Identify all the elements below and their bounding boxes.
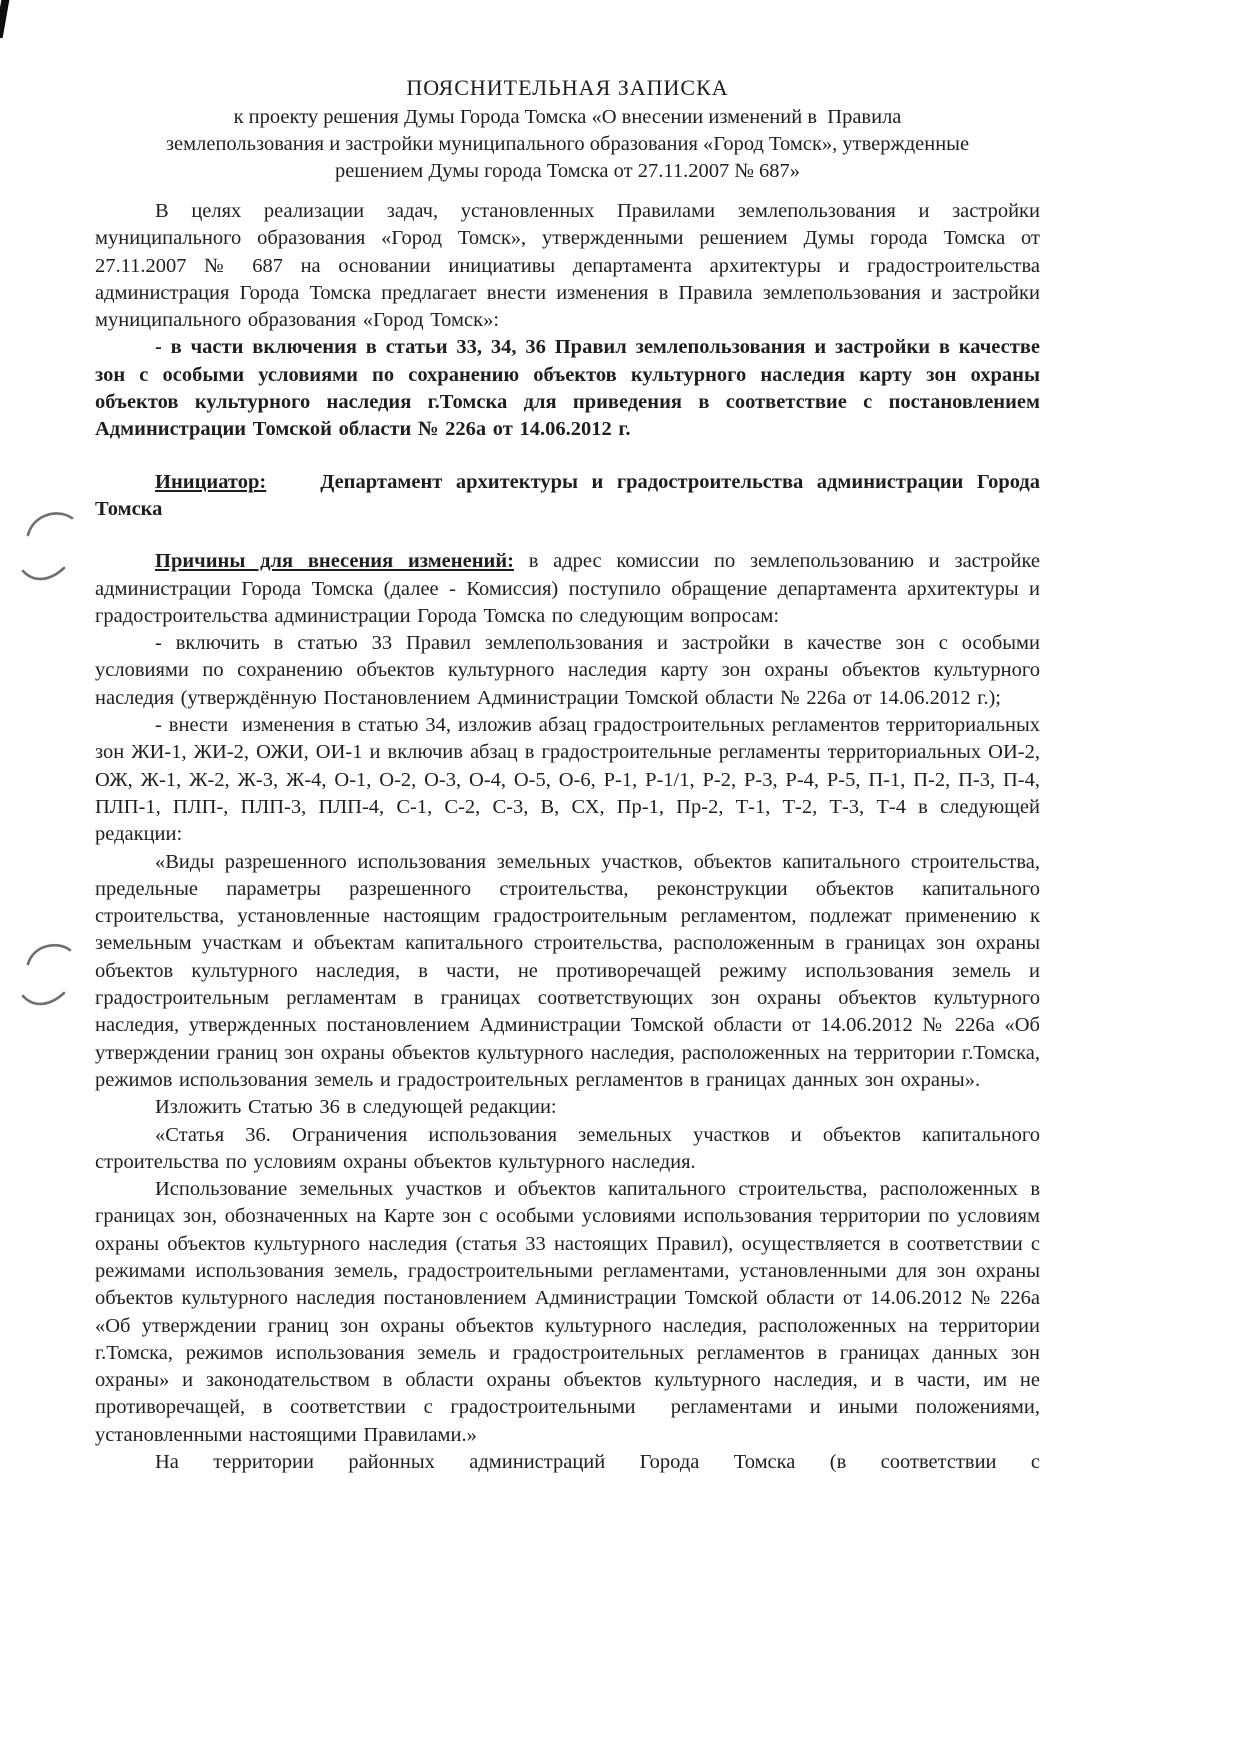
text-run: Использование земельных участков и объектов капитального строительства, расположенных в границах зон, обозначенных на Карте зон с особыми условиями использования территории по условиям охраны объектов культурного наследия (статья 33 настоящих Правил), осуществляется в соответствии с режимами использования земель, градостроительными регламентами, установленными для зон охраны объектов культурного наследия постановлением Администрации Томской области от 14.06.2012 № 226а «Об утверждении границ зон охраны объектов культурного наследия, расположенных на территории г.Томска, режимов использования земель и градостроительных регламентов в границах данных зон охраны» и законодательством в области охраны объектов культурного наследия, и в части, им не противоречащей, в соответствии с градостроительными регламентами и иными положениями, установленными настоящими Правилами.» — [95, 1178, 1040, 1446]
document-subtitle-line-3: решением Думы города Томска от 27.11.2007 № 687» — [334, 160, 801, 182]
para-amendment-bold — [95, 334, 1040, 443]
text-run: На территории районных администраций Города Томска (в соответствии с — [155, 1451, 1040, 1474]
underlined-label: Причины для внесения изменений: — [155, 550, 514, 573]
para-initiator — [95, 469, 1040, 524]
pen-mark-lower-icon — [20, 938, 82, 1016]
para-intro — [95, 198, 1040, 334]
para-reasons — [95, 548, 1040, 630]
para-districts — [95, 1449, 1040, 1476]
document-body — [95, 198, 1040, 1476]
text-run: «Статья 36. Ограничения использования земельных участков и объектов капитального строительства по условиям охраны объектов культурного наследия. — [95, 1123, 1040, 1173]
para-article36-body — [95, 1176, 1040, 1449]
para-article36-heading — [95, 1122, 1040, 1177]
text-run: в адрес комиссии по землепользованию и застройке администрации Города Томска (далее - Комиссия) поступило обращение департамента архитектуры и градостроительства администрации Города Томска по следующим вопросам: — [95, 550, 1041, 627]
document-title: ПОЯСНИТЕЛЬНАЯ ЗАПИСКА — [406, 75, 729, 100]
text-run: В целях реализации задач, установленных Правилами землепользования и застройки муниципального образования «Город Томск», утвержденными решением Думы города Томска от 27.11.2007 № 687 на основании инициативы департамента архитектуры и градостроительства администрация Города Томска предлагает внести изменения в Правила землепользования и застройки муниципального образования «Город Томск»: — [95, 200, 1040, 332]
text-run: Департамент архитектуры и градостроительства администрации Города Томска — [95, 470, 1040, 520]
para-quote-regulations — [95, 849, 1040, 1095]
document-header — [95, 74, 1040, 185]
pen-mark-upper-icon — [20, 505, 82, 593]
text-run: «Виды разрешенного использования земельных участков, объектов капитального строительства, предельные параметры разрешенного строительства, реконструкции объектов капитального строительства, установленные настоящим градостроительным регламентом, подлежат применению к земельным участкам и объектам капитального строительства, расположенным в границах зон охраны объектов культурного наследия, в части, не противоречащей режиму использования земель и градостроительным регламентам в границах соответствующих зон охраны объектов культурного наследия, утвержденных постановлением Администрации Томской области от 14.06.2012 № 226а «Об утверждении границ зон охраны объектов культурного наследия, расположенных на территории г.Томска, режимов использования земель и градостроительных регламентов в границах данных зон охраны». — [95, 850, 1040, 1091]
text-run: - в части включения в статьи 33, 34, 36 Правил землепользования и застройки в качестве зон с особыми условиями по сохранению объектов культурного наследия карту зон охраны объектов культурного наследия г.Томска для приведения в соответствие с постановлением Администрации Томской области № 226а от 14.06.2012 г. — [95, 336, 1040, 441]
scan-corner-artifact — [0, 0, 9, 38]
underlined-label: Инициатор: — [155, 470, 267, 493]
text-run: - внести изменения в статью 34, изложив абзац градостроительных регламентов территориальных зон ЖИ-1, ЖИ-2, ОЖИ, ОИ-1 и включив абзац в градостроительные регламенты территориальных ОИ-2, ОЖ, Ж-1, Ж-2, Ж-3, Ж-4, О-1, О-2, О-3, О-4, О-5, О-6, Р-1, Р-1/1, Р-2, Р-3, Р-4, Р-5, П-1, П-2, П-3, П-4, ПЛП-1, ПЛП-, ПЛП-3, ПЛП-4, С-1, С-2, С-3, В, СХ, Пр-1, Пр-2, Т-1, Т-2, Т-3, Т-4 в следующей редакции: — [95, 714, 1040, 846]
document-subtitle-line-2: землепользования и застройки муниципального образования «Город Томск», утвержденные — [165, 133, 970, 155]
para-item-article33 — [95, 630, 1040, 712]
text-run: Изложить Статью 36 в следующей редакции: — [155, 1096, 557, 1119]
document-subtitle-line-1: к проекту решения Думы Города Томска «О внесении изменений в Правила — [233, 106, 902, 128]
text-run: - включить в статью 33 Правил землепользования и застройки в качестве зон с особыми условиями по сохранению объектов культурного наследия карту зон охраны объектов культурного наследия (утверждённую Постановлением Администрации Томской области № 226а от 14.06.2012 г.); — [95, 632, 1040, 709]
para-article36-lead — [95, 1094, 1040, 1121]
para-item-article34 — [95, 712, 1040, 848]
